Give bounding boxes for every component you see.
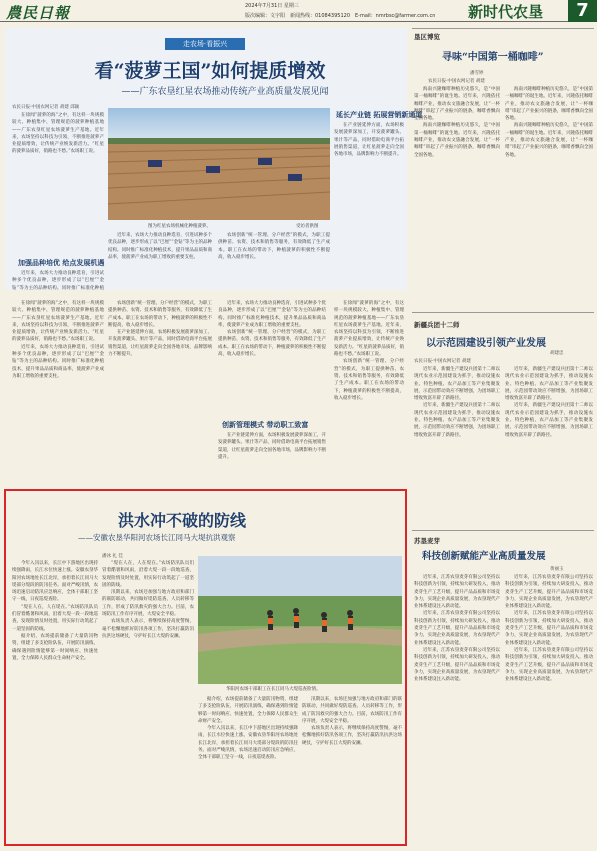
paragraph: 农场创新“统一管理、分户经营”的模式，为职工提供种苗、农资、技术和销售等服务，有效降低了生产成本。职工在农场的带动下，种植菠萝的积极性不断提高，收入稳步增长。: [218, 233, 330, 260]
paragraph: 农场创新“统一管理、分户经营”的模式，为职工提供种苗、农资、技术和销售等服务，有效降低了生产成本。职工在农场的带动下，种植菠萝的积极性不断提高，收入稳步增长。: [334, 359, 404, 401]
right-top-col-1: [414, 86, 500, 308]
top-article-subhead-1: 加强品种培优 给点发展机遇: [18, 258, 105, 267]
top-article-col-1b: [12, 270, 104, 290]
masthead: [0, 0, 597, 22]
top-article-byline: 农民日报·中国农网记者 胡建 邱颖: [12, 105, 80, 110]
right-mid-byline: 农民日报·中国农网记者 胡建: [414, 359, 471, 364]
flood-article-photo: [198, 556, 402, 684]
paragraph: 近年来，江苏农垦麦芽有限公司坚持以科技创新为引领，持续加大研发投入，推动麦芽生产工艺升级，提升产品品质和市场竞争力，实现企业高质量发展，为农垦现代产业体系建设注入新动能。: [505, 647, 593, 683]
right-bottom-col-2: [505, 574, 593, 846]
newspaper-logo: 農民日報: [6, 4, 71, 22]
paragraph: 近年来，新疆生产建设兵团第十二师以现代农业示范园建设为抓手，推动设施农业、特色种植、农产品加工等产业集聚发展，示范园带动效应不断增强，为团场职工增收致富开辟了新路径。: [505, 367, 593, 402]
top-article-col-4: [334, 122, 404, 288]
flood-col-2: [102, 560, 194, 842]
main-col-a: [12, 300, 104, 480]
top-article-photo-credit: 受访者供图: [296, 224, 319, 229]
top-article-col-1: [12, 112, 104, 248]
paragraph: 据介绍，农场提前储备了大量防汛物资，组建了多支抢险队伍，开展防汛演练，确保遇到险情能够第一时间响应、快速处置，全力保障人民群众生命财产安全。: [198, 697, 298, 724]
divider: [412, 28, 594, 29]
paragraph: 农场负责人表示，将继续保持高度警惕，毫不松懈地抓好防汛各项工作，坚决打赢防汛抗洪这场硬仗，守护好长江大堤的安澜。: [102, 619, 194, 639]
paragraph: 近年来，农场大力推动良种选育，引进试种多个优良品种，逐步形成了以“巴厘”“金钻”等为主的品种结构。同时推广标准化种植技术，提升果品品质和商品率，使菠萝产业成为职工增收的重要支柱。: [12, 344, 104, 379]
paragraph: 近年来，农场大力推动良种选育，引进试种多个优良品种，逐步形成了以“巴厘”“金钻”等为主的品种结构。同时推广标准化种植技术，提升果品品质和商品率，使菠萝产业成为职工增收的重要支柱。: [218, 301, 326, 328]
right-mid-col-2: [505, 366, 593, 526]
right-top-byline: 农民日报·中国农网记者 胡建: [428, 79, 485, 84]
right-mid-tag: 新疆兵团十二师: [414, 321, 460, 329]
paragraph: 近年来，新疆生产建设兵团第十二师以现代农业示范园建设为抓手，推动设施农业、特色种植、农产品加工等产业集聚发展，示范园带动效应不断增强，为团场职工增收致富开辟了新路径。: [414, 367, 500, 402]
right-top-col-2: [505, 86, 593, 308]
paragraph: 今年入汛以来，长江中下游地区出现持续强降雨，长江水位快速上涨。安徽农垦华阳河农场地处长江北岸，承担着长江同马大堤部分堤段的防汛任务。面对严峻汛情，农场迅速启动防汛应急响应，全体干部职工坚守一线，日夜巡堤查险。: [198, 726, 298, 761]
paragraph: 近年来，江苏农垦麦芽有限公司坚持以科技创新为引领，持续加大研发投入，推动麦芽生产工艺升级，提升产品品质和市场竞争力，实现企业高质量发展，为农垦现代产业体系建设注入新动能。: [505, 575, 593, 610]
flood-article-headline[interactable]: 洪水冲不破的防线: [118, 511, 247, 530]
main-col-c2: [218, 432, 326, 482]
main-col-d: [334, 300, 404, 480]
flood-col-1: [12, 560, 98, 842]
flood-article-photo-caption: 华阳河农场干部职工在长江同马大堤巡查险情。: [226, 687, 321, 692]
paragraph: 农场创新“统一管理、分户经营”的模式，为职工提供种苗、农资、技术和销售等服务，有效降低了生产成本。职工在农场的带动下，种植菠萝的积极性不断提高，收入稳步增长。: [108, 301, 212, 328]
paragraph: 在徐闻“菠萝的海”之中，有这样一块规模较大、种植集中、管理规范的菠萝种植基地——广东农垦红星农场菠萝生产基地。近年来，农场坚持以科技为引领，不断推进菠萝产业提质增效，让传统产业焕发新活力。“红星的菠萝品质好，销路也不愁。”农场职工说。: [12, 113, 104, 155]
paragraph: 海南兴隆咖啡种植历史悠久，是“中国第一桶咖啡”的诞生地。近年来，兴隆依托咖啡产业，推动农文旅融合发展，让“一杯咖啡”串起了产业振兴的链条，咖啡香飘向全国各地。: [414, 87, 500, 122]
right-top-headline[interactable]: 寻味“中国第一桶咖啡”: [442, 52, 544, 63]
top-article-subhead-3: 延长产业链 拓展营销新通道: [336, 110, 423, 119]
issue-date: 2024年7月31日 星期三: [245, 3, 299, 9]
paragraph: 海南兴隆咖啡种植历史悠久，是“中国第一桶咖啡”的诞生地。近年来，兴隆依托咖啡产业，推动农文旅融合发展，让“一杯咖啡”串起了产业振兴的链条，咖啡香飘向全国各地。: [505, 87, 593, 122]
right-bottom-author: 黄丽玉: [550, 567, 564, 572]
right-bottom-col-1: [414, 574, 500, 846]
flood-article-byline: 潘冰 礼 佳: [102, 554, 123, 559]
paragraph: 近年来，江苏农垦麦芽有限公司坚持以科技创新为引领，持续加大研发投入，推动麦芽生产工艺升级，提升产品品质和市场竞争力，实现企业高质量发展，为农垦现代产业体系建设注入新动能。: [414, 611, 500, 646]
top-article-photo: [108, 108, 330, 220]
divider: [412, 530, 594, 531]
paragraph: 近年来，江苏农垦麦芽有限公司坚持以科技创新为引领，持续加大研发投入，推动麦芽生产工艺升级，提升产品品质和市场竞争力，实现企业高质量发展，为农垦现代产业体系建设注入新动能。: [505, 611, 593, 646]
paragraph: “堤在人在，人在堤在。”农场防汛队员们冒着酷暑和风雨，沿着大堤一段一段地巡查，发现险情及时处置，用实际行动筑起了一道坚固的防线。: [102, 561, 194, 588]
right-top-tag: 垦区博览: [414, 33, 440, 41]
main-col-c: [218, 300, 326, 416]
flood-col-3: [198, 696, 298, 842]
divider: [412, 312, 594, 313]
column-kicker: 走农场·看振兴: [165, 38, 245, 50]
paragraph: 在产业链延伸方面，农场积极发展菠萝深加工，开发菠萝罐头、果汁等产品，同时借助电商平台拓展销售渠道，让红星菠萝走向全国各地市场，品牌影响力不断提升。: [334, 123, 404, 158]
levee-patrol-image: [198, 556, 402, 684]
paragraph: 近年来，新疆生产建设兵团第十二师以现代农业示范园建设为抓手，推动设施农业、特色种植、农产品加工等产业集聚发展，示范园带动效应不断增强，为团场职工增收致富开辟了新路径。: [505, 403, 593, 438]
paragraph: 今年入汛以来，长江中下游地区出现持续强降雨，长江水位快速上涨。安徽农垦华阳河农场地处长江北岸，承担着长江同马大堤部分堤段的防汛任务。面对严峻汛情，农场迅速启动防汛应急响应，全体干部职工坚守一线，日夜巡堤查险。: [12, 561, 98, 603]
paragraph: “堤在人在，人在堤在。”农场防汛队员们冒着酷暑和风雨，沿着大堤一段一段地巡查，发现险情及时处置，用实际行动筑起了一道坚固的防线。: [12, 604, 98, 632]
paragraph: 农场负责人表示，将继续保持高度警惕，毫不松懈地抓好防汛各项工作，坚决打赢防汛抗洪这场硬仗，守护好长江大堤的安澜。: [302, 726, 402, 746]
paragraph: 在产业链延伸方面，农场积极发展菠萝深加工，开发菠萝罐头、果汁等产品，同时借助电商平台拓展销售渠道，让红星菠萝走向全国各地市场，品牌影响力不断提升。: [218, 433, 326, 460]
paragraph: 近年来，农场大力推动良种选育，引进试种多个优良品种，逐步形成了以“巴厘”“金钻”等为主的品种结构。同时推广标准化种植技术，提升果品品质和商品率，使菠萝产业成为职工增收的重要支柱。: [108, 233, 212, 260]
right-top-author: 潘雪婷: [470, 71, 484, 76]
paragraph: 海南兴隆咖啡种植历史悠久，是“中国第一桶咖啡”的诞生地。近年来，兴隆依托咖啡产业，推动农文旅融合发展，让“一杯咖啡”串起了产业振兴的链条，咖啡香飘向全国各地。: [414, 123, 500, 158]
paragraph: 在产业链延伸方面，农场积极发展菠萝深加工，开发菠萝罐头、果汁等产品，同时借助电商平台拓展销售渠道，让红星菠萝走向全国各地市场，品牌影响力不断提升。: [108, 330, 212, 358]
top-article-col-2: [108, 232, 212, 290]
section-title: 新时代农垦: [468, 3, 544, 21]
paragraph: 汛期以来，农场还加强与地方政府和部门的联防联动，共同做好堤防巡查、人员转移等工作，形成了防汛救灾的强大合力。目前，农场防汛工作有序开展，大堤安全平稳。: [102, 590, 194, 618]
flood-col-4: [302, 696, 402, 842]
paragraph: 近年来，新疆生产建设兵团第十二师以现代农业示范园建设为抓手，推动设施农业、特色种植、农产品加工等产业集聚发展，示范园带动效应不断增强，为团场职工增收致富开辟了新路径。: [414, 403, 500, 438]
right-bottom-tag: 苏垦麦芽: [414, 537, 440, 545]
flood-article-subtitle: ——安徽农垦华阳河农场长江同马大堤抗洪观察: [78, 533, 236, 542]
top-article-subhead-2: 创新管理模式 带动职工致富: [222, 420, 309, 429]
paragraph: 在徐闻“菠萝的海”之中，有这样一块规模较大、种植集中、管理规范的菠萝种植基地——广东农垦红星农场菠萝生产基地。近年来，农场坚持以科技为引领，不断推进菠萝产业提质增效，让传统产业焕发新活力。“红星的菠萝品质好，销路也不愁。”农场职工说。: [334, 301, 404, 358]
top-article-headline[interactable]: 看“菠萝王国”如何提质增效: [94, 60, 326, 82]
right-mid-col-1: [414, 366, 500, 526]
paragraph: 在徐闻“菠萝的海”之中，有这样一块规模较大、种植集中、管理规范的菠萝种植基地——广东农垦红星农场菠萝生产基地。近年来，农场坚持以科技为引领，不断推进菠萝产业提质增效，让传统产业焕发新活力。“红星的菠萝品质好，销路也不愁。”农场职工说。: [12, 301, 104, 343]
paragraph: 海南兴隆咖啡种植历史悠久，是“中国第一桶咖啡”的诞生地。近年来，兴隆依托咖啡产业，推动农文旅融合发展，让“一杯咖啡”串起了产业振兴的链条，咖啡香飘向全国各地。: [505, 123, 593, 158]
farm-field-image: [108, 108, 330, 220]
editor-info: 版次编辑：文宇阳 新闻热线：01084395120 E-mail：nmrbsc@farmer.com.cn: [245, 13, 436, 19]
top-article-subtitle: ——广东农垦红星农场推动传统产业高质量发展见闻: [121, 87, 329, 97]
top-article-col-3: [218, 232, 330, 290]
paragraph: 汛期以来，农场还加强与地方政府和部门的联防联动，共同做好堤防巡查、人员转移等工作，形成了防汛救灾的强大合力。目前，农场防汛工作有序开展，大堤安全平稳。: [302, 697, 402, 724]
main-col-b: [108, 300, 212, 480]
right-mid-headline[interactable]: 以示范园建设引领产业发展: [426, 338, 546, 349]
right-mid-author: 胡建忠: [550, 351, 564, 356]
paragraph: 近年来，江苏农垦麦芽有限公司坚持以科技创新为引领，持续加大研发投入，推动麦芽生产工艺升级，提升产品品质和市场竞争力，实现企业高质量发展，为农垦现代产业体系建设注入新动能。: [414, 647, 500, 683]
paragraph: 近年来，农场大力推动良种选育，引进试种多个优良品种，逐步形成了以“巴厘”“金钻”等为主的品种结构。同时推广标准化种植: [12, 271, 104, 290]
paragraph: 近年来，江苏农垦麦芽有限公司坚持以科技创新为引领，持续加大研发投入，推动麦芽生产工艺升级，提升产品品质和市场竞争力，实现企业高质量发展，为农垦现代产业体系建设注入新动能。: [414, 575, 500, 610]
top-article-photo-caption: 图为红星农场机械化种植菠萝。: [148, 224, 211, 229]
paragraph: 农场创新“统一管理、分户经营”的模式，为职工提供种苗、农资、技术和销售等服务，有效降低了生产成本。职工在农场的带动下，种植菠萝的积极性不断提高，收入稳步增长。: [218, 330, 326, 358]
right-bottom-headline[interactable]: 科技创新赋能产业高质量发展: [422, 551, 546, 562]
page-number: 7: [568, 0, 597, 22]
paragraph: 据介绍，农场提前储备了大量防汛物资，组建了多支抢险队伍，开展防汛演练，确保遇到险情能够第一时间响应、快速处置，全力保障人民群众生命财产安全。: [12, 633, 98, 661]
